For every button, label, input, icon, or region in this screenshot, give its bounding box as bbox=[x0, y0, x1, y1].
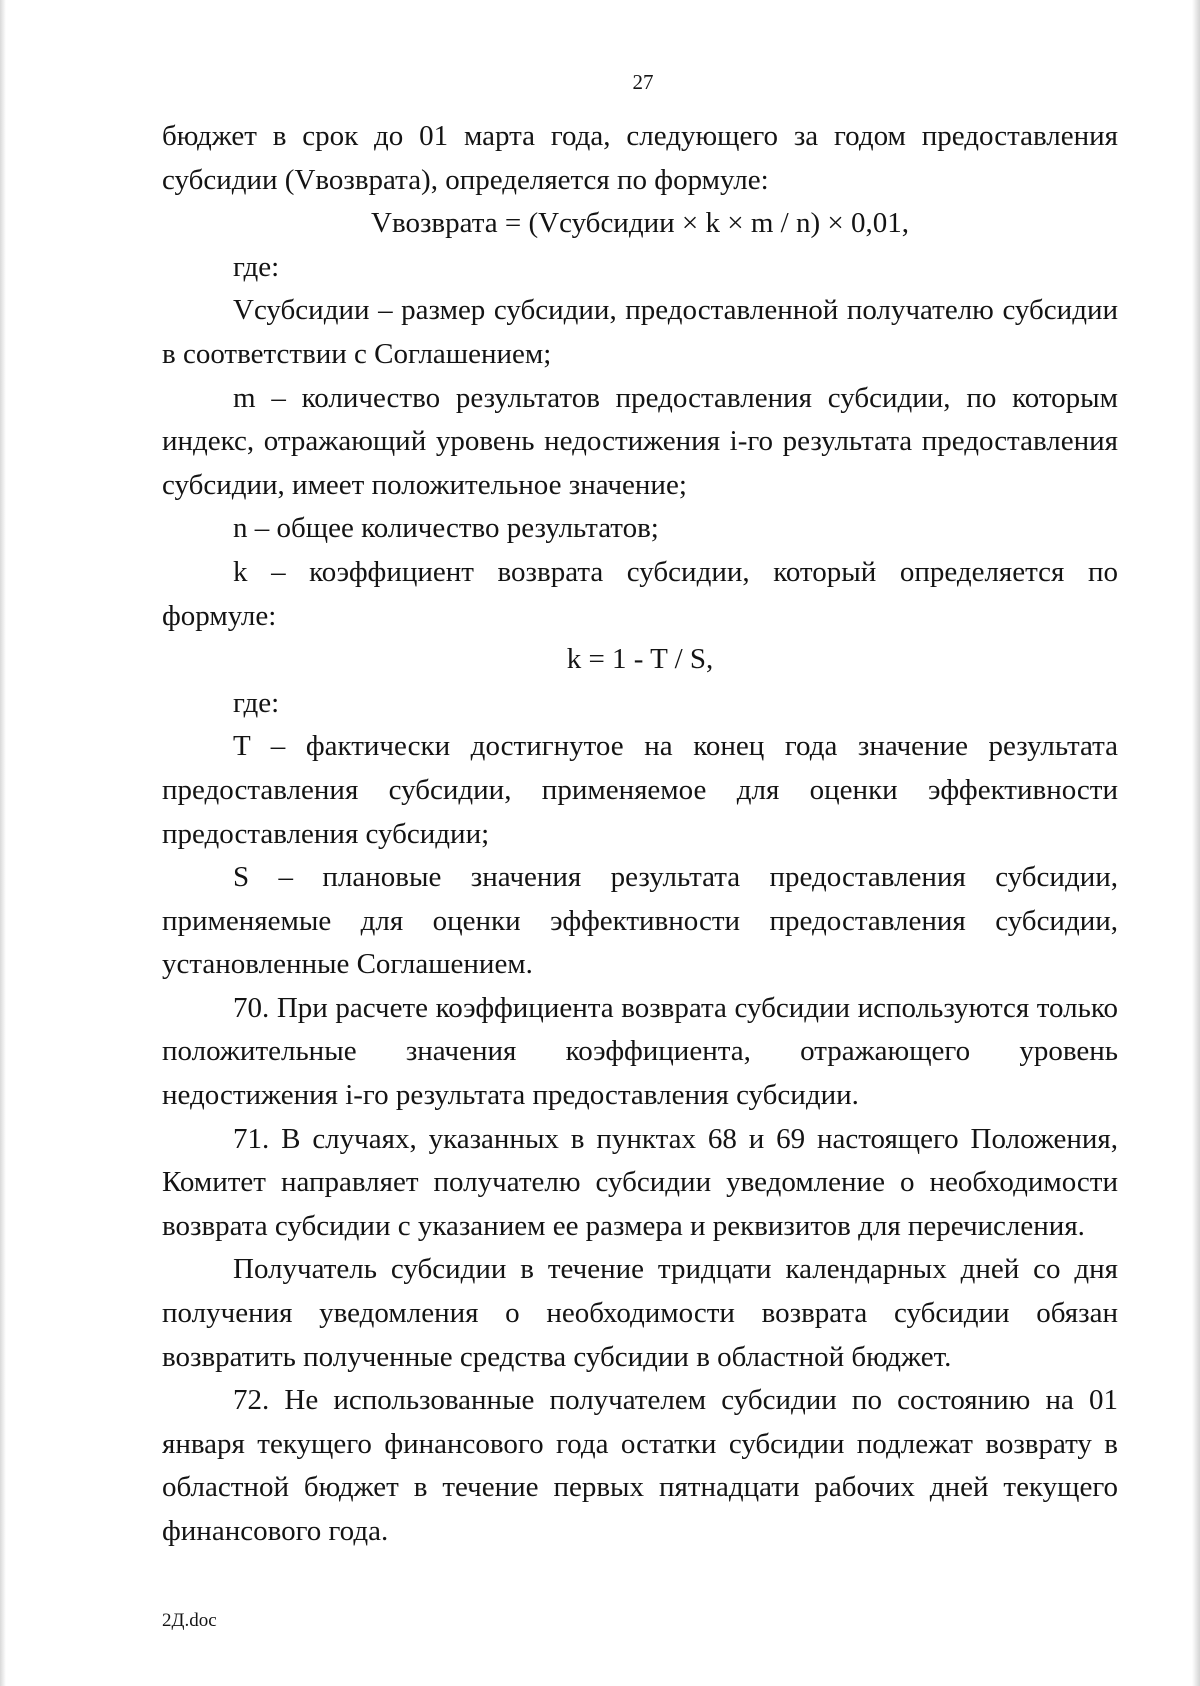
definition-m: m – количество результатов предоставления субсидии, по которым индекс, отражающий уровень недостижения i-го результата предоставления субсидии, имеет положительное значение; bbox=[162, 381, 1118, 501]
clause-71: 71. В случаях, указанных в пунктах 68 и 69 настоящего Положения, Комитет направляет получателю субсидии уведомление о необходимости возврата субсидии с указанием ее размера и реквизитов для перечисления. bbox=[162, 1122, 1118, 1242]
clause-70: 70. При расчете коэффициента возврата субсидии используются только положительные значения коэффициента, отражающего уровень недостижения i-го результата предоставления субсидии. bbox=[162, 991, 1118, 1112]
definition-t: T – фактически достигнутое на конец года значение результата предоставления субсидии, применяемое для оценки эффективности предоставления субсидии; bbox=[162, 730, 1118, 850]
formula-coefficient-k: k = 1 - T / S, bbox=[566, 643, 714, 676]
document-body bbox=[162, 115, 1118, 1554]
paragraph-where: где: bbox=[233, 250, 280, 283]
paragraph-where: где: bbox=[233, 686, 280, 719]
definition-k: k – коэффициент возврата субсидии, который определяется по формуле: bbox=[162, 555, 1118, 632]
clause-71-recipient: Получатель субсидии в течение тридцати календарных дней со дня получения уведомления о необходимости возврата субсидии обязан возвратить полученные средства субсидии в областной бюджет. bbox=[162, 1253, 1118, 1373]
paragraph-continuation: бюджет в срок до 01 марта года, следующего за годом предоставления субсидии (Vвозврата), определяется по формуле: bbox=[162, 120, 1118, 196]
definition-s: S – плановые значения результата предоставления субсидии, применяемые для оценки эффективности предоставления субсидии, установленные Соглашением. bbox=[162, 861, 1118, 981]
footer-file-name: 2Д.doc bbox=[162, 1610, 217, 1631]
clause-72: 72. Не использованные получателем субсидии по состоянию на 01 января текущего финансового года остатки субсидии подлежат возврату в областной бюджет в течение первых пятнадцати рабочих дней текущего финансового года. bbox=[162, 1384, 1118, 1547]
page-number: 27 bbox=[632, 70, 654, 94]
scan-edge-right bbox=[1192, 0, 1200, 1686]
definition-n: n – общее количество результатов; bbox=[233, 512, 659, 545]
formula-return-amount: Vвозврата = (Vсубсидии × k × m / n) × 0,01, bbox=[371, 207, 909, 240]
definition-vsubsidy: Vсубсидии – размер субсидии, предоставленной получателю субсидии в соответствии с Соглашением; bbox=[162, 294, 1118, 370]
scan-edge-left bbox=[0, 0, 6, 1686]
